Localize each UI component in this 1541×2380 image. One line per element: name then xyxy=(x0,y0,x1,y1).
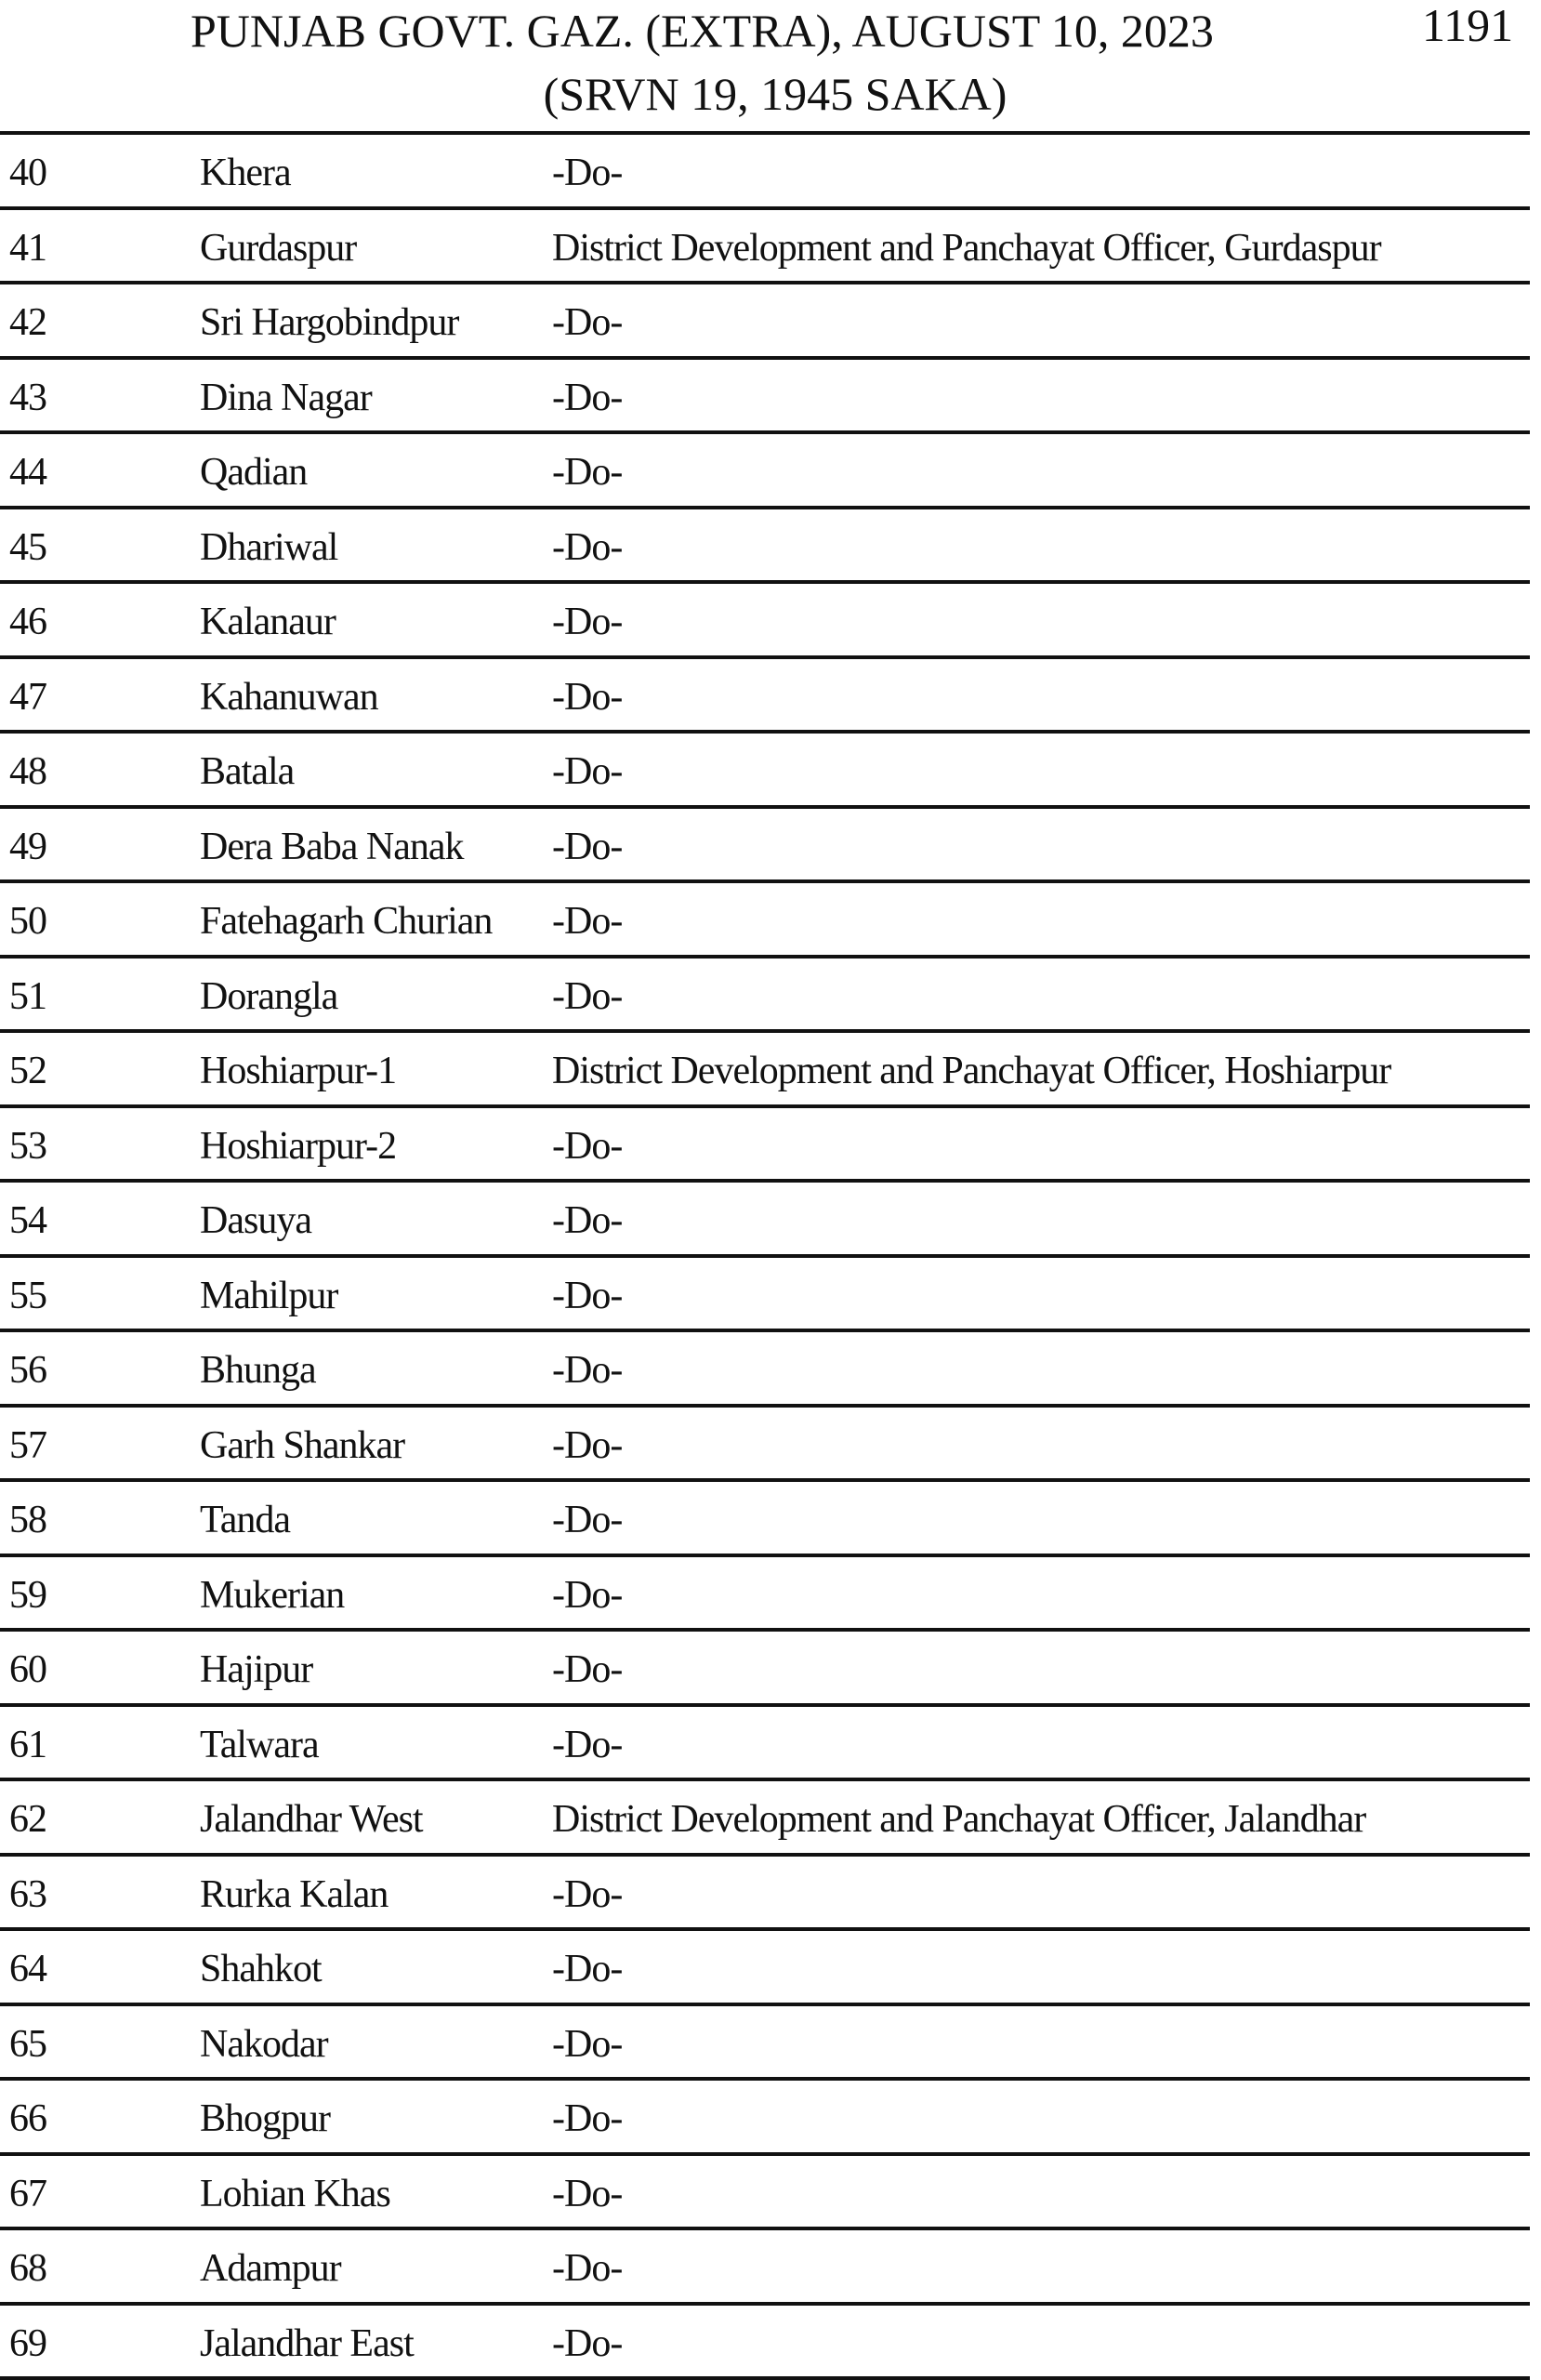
block-name: Khera xyxy=(200,152,291,194)
officer-designation: -Do- xyxy=(552,1125,622,1168)
table-row xyxy=(0,2306,1530,2380)
officer-designation: -Do- xyxy=(552,152,622,194)
officer-designation: -Do- xyxy=(552,676,622,719)
serial-number: 64 xyxy=(9,1948,46,1990)
block-name: Dera Baba Nanak xyxy=(200,826,464,868)
officer-designation: -Do- xyxy=(552,2173,622,2215)
table-row xyxy=(0,434,1530,509)
gazette-date-saka: (SRVN 19, 1945 SAKA) xyxy=(0,65,1541,123)
block-name: Bhogpur xyxy=(200,2097,330,2140)
officer-designation: -Do- xyxy=(552,1499,622,1541)
block-name: Bhunga xyxy=(200,1349,316,1392)
block-name: Nakodar xyxy=(200,2023,328,2066)
gazette-header xyxy=(0,0,1541,130)
block-name: Garh Shankar xyxy=(200,1424,404,1467)
table-row xyxy=(0,584,1530,659)
officer-designation: District Development and Panchayat Officer, Jalandhar xyxy=(552,1798,1365,1841)
table-row xyxy=(0,1931,1530,2006)
table-row xyxy=(0,959,1530,1034)
block-name: Fatehagarh Churian xyxy=(200,900,492,943)
officer-designation: -Do- xyxy=(552,1648,622,1691)
table-row xyxy=(0,360,1530,435)
serial-number: 58 xyxy=(9,1499,46,1541)
table-row xyxy=(0,1408,1530,1483)
table-row xyxy=(0,2230,1530,2306)
serial-number: 56 xyxy=(9,1349,46,1392)
serial-number: 69 xyxy=(9,2322,46,2365)
serial-number: 51 xyxy=(9,975,46,1018)
serial-number: 63 xyxy=(9,1873,46,1916)
serial-number: 57 xyxy=(9,1424,46,1467)
officer-designation: -Do- xyxy=(552,2097,622,2140)
page-number: 1191 xyxy=(1422,0,1513,54)
table-row xyxy=(0,1857,1530,1932)
serial-number: 42 xyxy=(9,301,46,344)
officer-designation: District Development and Panchayat Officer, Gurdaspur xyxy=(552,227,1381,270)
block-name: Tanda xyxy=(200,1499,290,1541)
block-name: Rurka Kalan xyxy=(200,1873,388,1916)
officer-designation: -Do- xyxy=(552,451,622,494)
officer-designation: -Do- xyxy=(552,1948,622,1990)
table-row xyxy=(0,2006,1530,2082)
officer-designation: -Do- xyxy=(552,1199,622,1242)
serial-number: 66 xyxy=(9,2097,46,2140)
block-name: Dasuya xyxy=(200,1199,311,1242)
block-name: Batala xyxy=(200,750,294,793)
table-row xyxy=(0,1781,1530,1857)
serial-number: 46 xyxy=(9,601,46,643)
block-name: Hoshiarpur-1 xyxy=(200,1050,396,1092)
block-name: Jalandhar West xyxy=(200,1798,423,1841)
table-row xyxy=(0,883,1530,959)
gazette-title: PUNJAB GOVT. GAZ. (EXTRA), AUGUST 10, 2023 xyxy=(191,2,1214,60)
table-row xyxy=(0,1482,1530,1557)
officer-designation: -Do- xyxy=(552,301,622,344)
block-officer-table xyxy=(0,131,1530,2380)
table-row xyxy=(0,284,1530,360)
serial-number: 61 xyxy=(9,1724,46,1766)
officer-designation: -Do- xyxy=(552,2247,622,2290)
table-row xyxy=(0,135,1530,210)
officer-designation: -Do- xyxy=(552,1574,622,1617)
officer-designation: -Do- xyxy=(552,1424,622,1467)
block-name: Qadian xyxy=(200,451,307,494)
serial-number: 67 xyxy=(9,2173,46,2215)
block-name: Talwara xyxy=(200,1724,319,1766)
officer-designation: -Do- xyxy=(552,601,622,643)
table-row xyxy=(0,1557,1530,1633)
block-name: Hajipur xyxy=(200,1648,312,1691)
table-row xyxy=(0,1108,1530,1183)
officer-designation: -Do- xyxy=(552,2023,622,2066)
serial-number: 41 xyxy=(9,227,46,270)
table-row xyxy=(0,1332,1530,1408)
block-name: Kahanuwan xyxy=(200,676,378,719)
officer-designation: -Do- xyxy=(552,1349,622,1392)
table-row xyxy=(0,734,1530,809)
table-row xyxy=(0,1183,1530,1258)
table-row xyxy=(0,2156,1530,2231)
serial-number: 68 xyxy=(9,2247,46,2290)
table-row xyxy=(0,659,1530,734)
table-row xyxy=(0,2081,1530,2156)
block-name: Mukerian xyxy=(200,1574,344,1617)
block-name: Shahkot xyxy=(200,1948,322,1990)
serial-number: 45 xyxy=(9,526,46,569)
officer-designation: -Do- xyxy=(552,1724,622,1766)
serial-number: 60 xyxy=(9,1648,46,1691)
serial-number: 52 xyxy=(9,1050,46,1092)
serial-number: 65 xyxy=(9,2023,46,2066)
table-row xyxy=(0,1033,1530,1108)
officer-designation: -Do- xyxy=(552,526,622,569)
officer-designation: -Do- xyxy=(552,1275,622,1317)
block-name: Hoshiarpur-2 xyxy=(200,1125,396,1168)
officer-designation: -Do- xyxy=(552,750,622,793)
block-name: Jalandhar East xyxy=(200,2322,414,2365)
serial-number: 44 xyxy=(9,451,46,494)
block-name: Gurdaspur xyxy=(200,227,356,270)
table-row xyxy=(0,1258,1530,1333)
officer-designation: -Do- xyxy=(552,377,622,419)
officer-designation: District Development and Panchayat Officer, Hoshiarpur xyxy=(552,1050,1390,1092)
serial-number: 43 xyxy=(9,377,46,419)
block-name: Kalanaur xyxy=(200,601,336,643)
serial-number: 47 xyxy=(9,676,46,719)
serial-number: 62 xyxy=(9,1798,46,1841)
officer-designation: -Do- xyxy=(552,1873,622,1916)
serial-number: 49 xyxy=(9,826,46,868)
block-name: Sri Hargobindpur xyxy=(200,301,458,344)
table-row xyxy=(0,1632,1530,1707)
table-row xyxy=(0,210,1530,285)
block-name: Dhariwal xyxy=(200,526,337,569)
officer-designation: -Do- xyxy=(552,975,622,1018)
table-row xyxy=(0,809,1530,884)
table-row xyxy=(0,509,1530,585)
block-name: Mahilpur xyxy=(200,1275,337,1317)
block-name: Adampur xyxy=(200,2247,341,2290)
officer-designation: -Do- xyxy=(552,826,622,868)
serial-number: 40 xyxy=(9,152,46,194)
serial-number: 59 xyxy=(9,1574,46,1617)
serial-number: 54 xyxy=(9,1199,46,1242)
officer-designation: -Do- xyxy=(552,2322,622,2365)
serial-number: 53 xyxy=(9,1125,46,1168)
block-name: Dorangla xyxy=(200,975,337,1018)
table-row xyxy=(0,1707,1530,1782)
serial-number: 50 xyxy=(9,900,46,943)
serial-number: 48 xyxy=(9,750,46,793)
officer-designation: -Do- xyxy=(552,900,622,943)
block-name: Lohian Khas xyxy=(200,2173,390,2215)
block-name: Dina Nagar xyxy=(200,377,372,419)
serial-number: 55 xyxy=(9,1275,46,1317)
